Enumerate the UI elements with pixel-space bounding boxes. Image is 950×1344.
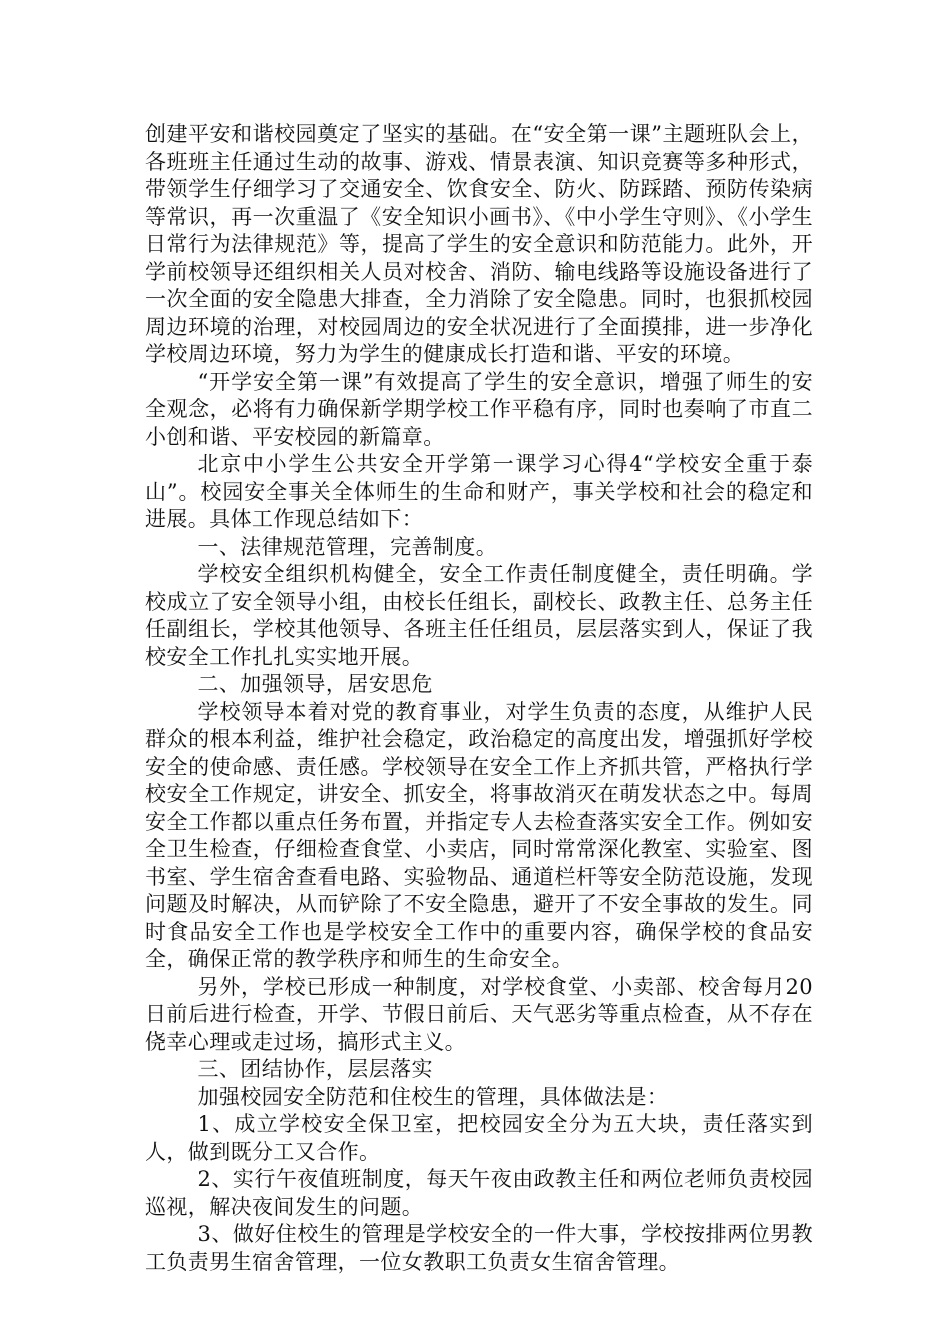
section-heading-2: 二、加强领导，居安思危 [197, 672, 433, 696]
list-item-1: 1、成立学校安全保卫室，把校园安全分为五大块，责任落实到人，做到既分工又合作。 [145, 1112, 813, 1164]
section-heading-3: 三、团结协作，层层落实 [197, 1057, 433, 1081]
paragraph-reflection-intro: 北京中小学生公共安全开学第一课学习心得4“学校安全重于泰山”。校园安全事关全体师生的生命和财产，事关学校和社会的稳定和进展。具体工作现总结如下： [145, 452, 813, 531]
paragraph-organization: 学校安全组织机构健全，安全工作责任制度健全，责任明确。学校成立了安全领导小组，由校长任组长，副校长、政教主任、总务主任任副组长，学校其他领导、各班主任任组员，层层落实到人，保证了我校安全工作扎扎实实地开展。 [145, 562, 813, 669]
paragraph-lesson-effect: “开学安全第一课”有效提高了学生的安全意识，增强了师生的安全观念，必将有力确保新学期学校工作平稳有序，同时也奏响了市直二小创和谐、平安校园的新篇章。 [145, 369, 813, 449]
paragraph-safety-lesson-summary: 创建平安和谐校园奠定了坚实的基础。在“安全第一课”主题班队会上，各班班主任通过生动的故事、游戏、情景表演、知识竞赛等多种形式，带领学生仔细学习了交通安全、饮食安全、防火、防踩踏、预防传染病等常识，再一次重温了《安全知识小画书》、《中小学生守则》、《小学生日常行为法律规范》等，提高了学生的安全意识和防范能力。此外，开学前校领导还组织相关人员对校舍、消防、输电线路等设施设备进行了一次全面的安全隐患大排查，全力消除了安全隐患。同时，也狠抓校园周边环境的治理，对校园周边的安全状况进行了全面摸排，进一步净化学校周边环境，努力为学生的健康成长打造和谐、平安的环境。 [145, 122, 813, 366]
paragraph-leadership: 学校领导本着对党的教育事业，对学生负责的态度，从维护人民群众的根本利益，维护社会稳定，政治稳定的高度出发，增强抓好学校安全的使命感、责任感。学校领导在安全工作上齐抓共管，严格执行学校安全工作规定，讲安全、抓安全，将事故消灭在萌发状态之中。每周安全工作都以重点任务布置，并指定专人去检查落实安全工作。例如安全卫生检查，仔细检查食堂、小卖店，同时常常深化教室、实验室、图书室、学生宿舍查看电路、实验物品、通道栏杆等安全防范设施，发现问题及时解决，从而铲除了不安全隐患，避开了不安全事故的发生。同时食品安全工作也是学校安全工作中的重要内容，确保学校的食品安全，确保正常的教学秩序和师生的生命安全。 [145, 699, 813, 971]
list-item-2: 2、实行午夜值班制度，每天午夜由政教主任和两位老师负责校园巡视，解决夜间发生的问题。 [145, 1167, 813, 1219]
paragraph-inspection-system: 另外，学校已形成一种制度，对学校食堂、小卖部、校舍每月20日前后进行检查，开学、节假日前后、天气恶劣等重点检查，从不存在侥幸心理或走过场，搞形式主义。 [145, 974, 813, 1054]
paragraph-measures-intro: 加强校园安全防范和住校生的管理，具体做法是： [197, 1084, 669, 1109]
document-body [145, 121, 813, 1276]
list-item-3: 3、做好住校生的管理是学校安全的一件大事，学校按排两位男教工负责男生宿舍管理，一位女教职工负责女生宿舍管理。 [145, 1222, 813, 1274]
section-heading-1: 一、法律规范管理，完善制度。 [197, 534, 498, 559]
